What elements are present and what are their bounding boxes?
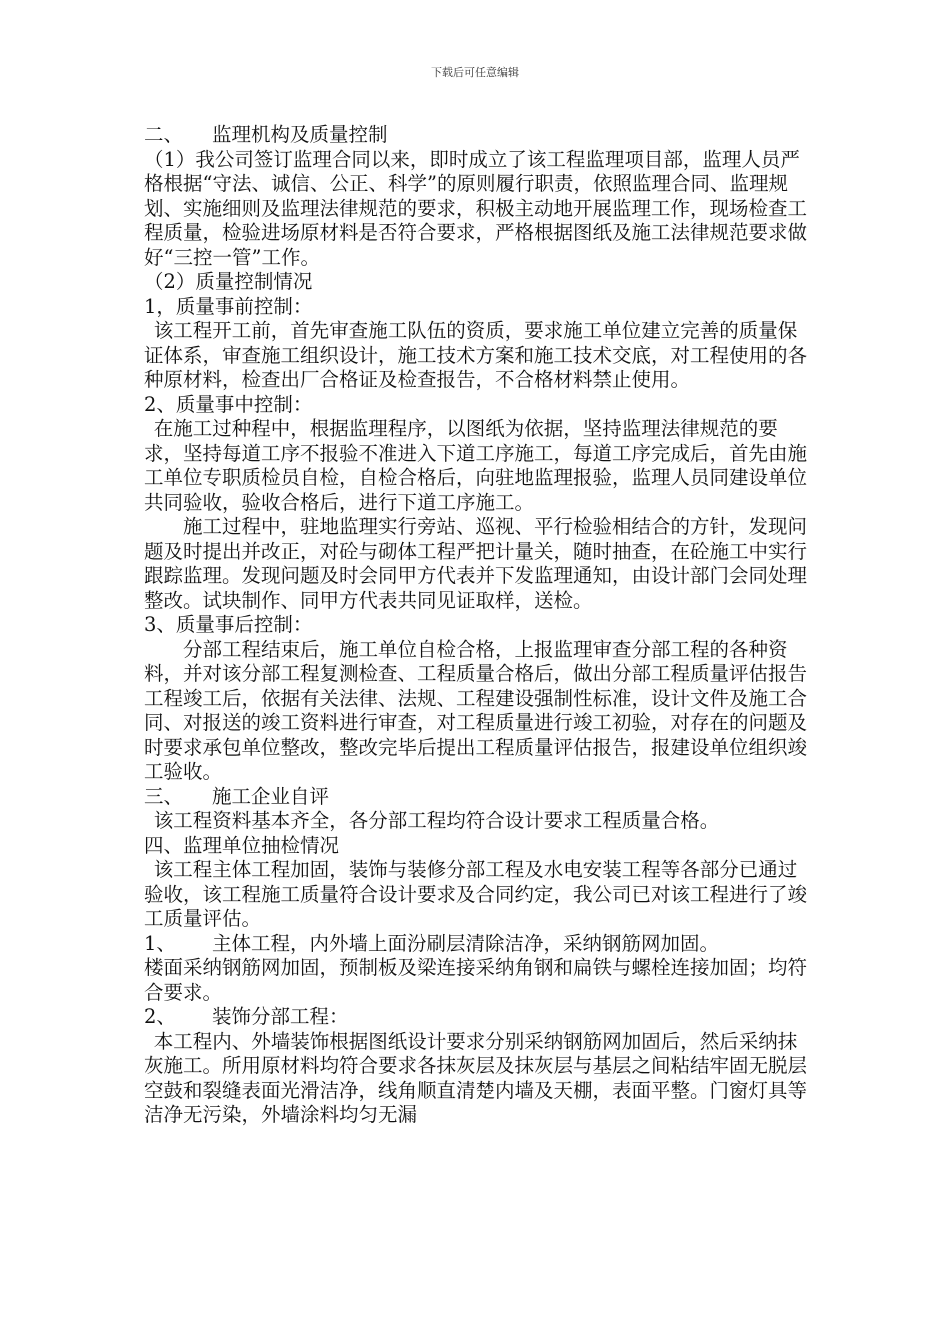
paragraph: 分部工程结束后，施工单位自检合格，上报监理审查分部工程的各种资料，并对该分部工程复测检查、工程质量合格后，做出分部工程质量评估报告工程竣工后，依据有关法律、法规、工程建设强制性标准，设计文件及施工合同、对报送的竣工资料进行审查，对工程质量进行竣工初验，对存在的问题及时要求承包单位整改，整改完毕后提出工程质量评估报告，报建设单位组织竣工验收。 bbox=[144, 637, 808, 783]
document-body bbox=[144, 123, 809, 1128]
list-item-1-continued: 楼面采纳钢筋网加固，预制板及梁连接采纳角钢和扁铁与螺栓连接加固；均符合要求。 bbox=[144, 956, 808, 1004]
list-item-1 bbox=[144, 932, 809, 957]
paragraph: 本工程内、外墙装饰根据图纸设计要求分别采纳钢筋网加固后，然后采纳抹灰施工。所用原材料均符合要求各抹灰层及抹灰层与基层之间粘结牢固无脱层空鼓和裂缝表面光滑洁净，线角顺直清楚内墙及天棚，表面平整。门窗灯具等洁净无污染，外墙涂料均匀无漏 bbox=[144, 1029, 808, 1126]
paragraph: 该工程资料基本齐全，各分部工程均符合设计要求工程质量合格。 bbox=[153, 809, 720, 832]
section-4-heading: 四、监理单位抽检情况 bbox=[144, 833, 340, 857]
section-title: 施工企业自评 bbox=[212, 784, 330, 808]
section-title: 监理机构及质量控制 bbox=[212, 123, 388, 146]
paragraph: 该工程主体工程加固，装饰与装修分部工程及水电安装工程等各部分已通过验收，该工程施工质量符合设计要求及合同约定，我公司已对该工程进行了竣工质量评估。 bbox=[144, 858, 808, 930]
paragraph: 施工过程中，驻地监理实行旁站、巡视、平行检验相结合的方针，发现问题及时提出并改正，对砼与砌体工程严把计量关，随时抽查，在砼施工中实行跟踪监理。发现问题及时会同甲方代表并下发监理通知，由设计部门会同处理整改。试块制作、同甲方代表共同见证取样，送检。 bbox=[144, 515, 808, 612]
subheading: （2）质量控制情况 bbox=[144, 270, 313, 293]
subheading: 1，质量事前控制： bbox=[144, 294, 313, 318]
list-number: 1、 bbox=[144, 931, 176, 955]
subheading: 3、质量事后控制： bbox=[144, 613, 313, 636]
section-number: 三、 bbox=[144, 784, 184, 808]
list-text: 装饰分部工程： bbox=[212, 1005, 349, 1028]
list-item-2 bbox=[144, 1005, 809, 1030]
section-number: 二、 bbox=[144, 123, 184, 146]
list-text: 主体工程，内外墙上面汾刷层清除洁净，采纳钢筋网加固。 bbox=[212, 931, 720, 955]
list-number: 2、 bbox=[144, 1005, 176, 1028]
paragraph: 该工程开工前，首先审查施工队伍的资质，要求施工单位建立完善的质量保证体系，审查施工组织设计，施工技术方案和施工技术交底，对工程使用的各种原材料，检查出厂合格证及检查报告，不合格材料禁止使用。 bbox=[144, 319, 808, 391]
section-3-heading bbox=[144, 785, 809, 810]
page-header: 下载后可任意编辑 bbox=[431, 66, 519, 79]
section-2-heading bbox=[144, 123, 809, 148]
paragraph: （1）我公司签订监理合同以来，即时成立了该工程监理项目部，监理人员严格根据“守法、诚信、公正、科学”的原则履行职责，依照监理合同、监理规划、实施细则及监理法律规范的要求，积极主动地开展监理工作，现场检查工程质量，检验进场原材料是否符合要求，严格根据图纸及施工法律规范要求做好“三控一管”工作。 bbox=[144, 147, 808, 269]
subheading: 2、质量事中控制： bbox=[144, 392, 313, 416]
paragraph: 在施工过种程中，根据监理程序，以图纸为依据，坚持监理法律规范的要求，坚持每道工序不报验不准进入下道工序施工，每道工序完成后，首先由施工单位专职质检员自检，自检合格后，向驻地监理报验，监理人员同建设单位共同验收，验收合格后，进行下道工序施工。 bbox=[144, 417, 808, 514]
